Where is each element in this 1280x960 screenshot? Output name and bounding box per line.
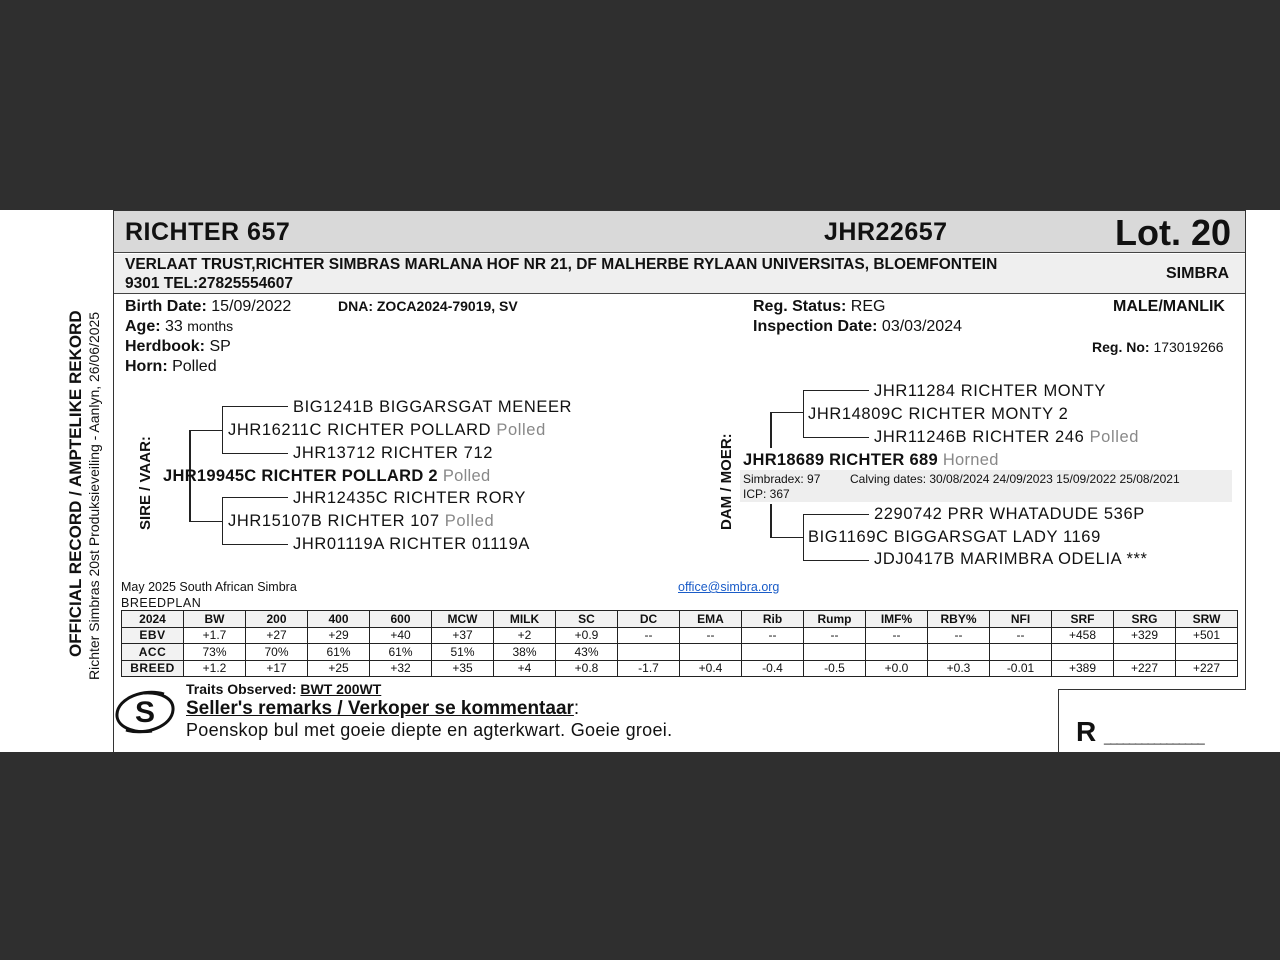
ebv-cell — [1052, 644, 1114, 661]
ebv-cell: -- — [866, 627, 928, 644]
ebv-cell: +37 — [432, 627, 494, 644]
ebv-cell: +329 — [1114, 627, 1176, 644]
owner-address: VERLAAT TRUST,RICHTER SIMBRAS MARLANA HOF NR 21, DF MALHERBE RYLAAN UNIVERSITAS, BLOEMFONTEIN — [125, 256, 998, 273]
pedigree-line — [770, 537, 804, 538]
ebv-column-header: IMF% — [866, 611, 928, 628]
ebv-row-label: EBV — [122, 627, 184, 644]
pedigree-line — [189, 430, 222, 431]
pedigree-line — [770, 412, 772, 448]
reg-status: Reg. Status: REG — [753, 298, 886, 315]
dam-dam-dam: JDJ0417B MARIMBRA ODELIA *** — [874, 550, 1148, 568]
ebv-cell: +227 — [1114, 660, 1176, 677]
ebv-cell: 51% — [432, 644, 494, 661]
ebv-cell: 73% — [184, 644, 246, 661]
sire-section-label: SIRE / VAAR: — [137, 436, 154, 530]
ebv-column-header: 600 — [370, 611, 432, 628]
ebv-year-header: 2024 — [122, 611, 184, 628]
ebv-row — [122, 660, 1238, 677]
horn-status: Horn: Polled — [125, 358, 217, 375]
ebv-cell — [1176, 644, 1238, 661]
ebv-cell: -0.5 — [804, 660, 866, 677]
dam: JHR18689 RICHTER 689 Horned — [743, 451, 999, 469]
price-line: ________________ — [1104, 730, 1204, 745]
ebv-column-header: BW — [184, 611, 246, 628]
email-link[interactable]: office@simbra.org — [678, 580, 780, 594]
ebv-cell: +501 — [1176, 627, 1238, 644]
ebv-column-header: Rump — [804, 611, 866, 628]
ebv-cell: +0.9 — [556, 627, 618, 644]
dna-info: DNA: ZOCA2024-79019, SV — [338, 298, 518, 314]
ebv-cell: +27 — [246, 627, 308, 644]
ebv-cell: +227 — [1176, 660, 1238, 677]
sire: JHR19945C RICHTER POLLARD 2 Polled — [163, 467, 491, 485]
ebv-column-header: MCW — [432, 611, 494, 628]
ebv-cell: +32 — [370, 660, 432, 677]
ebv-column-header: NFI — [990, 611, 1052, 628]
ebv-cell: +1.2 — [184, 660, 246, 677]
sire-sire-dam: JHR13712 RICHTER 712 — [293, 444, 493, 462]
ebv-cell: +0.4 — [680, 660, 742, 677]
ebv-cell: +40 — [370, 627, 432, 644]
sire-dam: JHR15107B RICHTER 107 Polled — [228, 512, 495, 530]
ebv-cell: -0.4 — [742, 660, 804, 677]
ebv-column-header: SRF — [1052, 611, 1114, 628]
ebv-column-header: SC — [556, 611, 618, 628]
sire-sire-sire: BIG1241B BIGGARSGAT MENEER — [293, 398, 573, 416]
breedplan-label: BREEDPLAN — [121, 596, 202, 610]
herdbook: Herdbook: SP — [125, 338, 231, 355]
ebv-cell: 43% — [556, 644, 618, 661]
auction-label: Richter Simbras 20st Produksieveiling - Aanlyn, 26/06/2025 — [86, 311, 102, 680]
ebv-cell: -- — [618, 627, 680, 644]
ebv-cell: +0.3 — [928, 660, 990, 677]
pedigree-line — [803, 514, 869, 515]
inspection-date: Inspection Date: 03/03/2024 — [753, 318, 962, 335]
pedigree-line — [770, 412, 804, 413]
ebv-cell: +2 — [494, 627, 556, 644]
ebv-header-row — [122, 611, 1238, 628]
ebv-cell — [680, 644, 742, 661]
birth-date: Birth Date: 15/09/2022 — [125, 298, 292, 315]
pedigree-line — [803, 560, 869, 561]
ebv-column-header: 200 — [246, 611, 308, 628]
ebv-cell: +17 — [246, 660, 308, 677]
pedigree-line — [222, 453, 288, 454]
sire-dam-dam: JHR01119A RICHTER 01119A — [293, 535, 530, 553]
ebv-column-header: SRG — [1114, 611, 1176, 628]
pedigree-line — [803, 514, 804, 561]
pedigree-line — [222, 406, 288, 407]
ebv-cell: +1.7 — [184, 627, 246, 644]
sex-label: MALE/MANLIK — [1113, 298, 1225, 315]
ebv-cell: -1.7 — [618, 660, 680, 677]
ebv-cell: +4 — [494, 660, 556, 677]
dam-section-label: DAM / MOER: — [718, 433, 735, 530]
ebv-cell: 61% — [308, 644, 370, 661]
ebv-column-header: EMA — [680, 611, 742, 628]
ebv-cell: 38% — [494, 644, 556, 661]
ebv-column-header: SRW — [1176, 611, 1238, 628]
ebv-cell: 61% — [370, 644, 432, 661]
simbradex: Simbradex: 97 — [743, 472, 821, 486]
ebv-cell — [1114, 644, 1176, 661]
dam-dam: BIG1169C BIGGARSGAT LADY 1169 — [808, 528, 1101, 546]
traits-observed: Traits Observed: BWT 200WT — [186, 681, 382, 697]
simbra-logo-icon — [114, 686, 176, 738]
pedigree-line — [803, 390, 804, 438]
ebv-cell — [928, 644, 990, 661]
pedigree-line — [222, 544, 288, 545]
ebv-column-header: RBY% — [928, 611, 990, 628]
svg-text:S: S — [134, 696, 156, 729]
ebv-row-label: ACC — [122, 644, 184, 661]
ebv-column-header: MILK — [494, 611, 556, 628]
ebv-cell: -- — [680, 627, 742, 644]
ebv-cell — [742, 644, 804, 661]
ebv-cell: +29 — [308, 627, 370, 644]
ebv-cell: -0.01 — [990, 660, 1052, 677]
ebv-cell — [866, 644, 928, 661]
official-record-label: OFFICIAL RECORD / AMPTELIKE REKORD — [66, 310, 85, 657]
ebv-cell: -- — [742, 627, 804, 644]
ebv-column-header: Rib — [742, 611, 804, 628]
ebv-row — [122, 644, 1238, 661]
ebv-cell: +0.0 — [866, 660, 928, 677]
sire-sire: JHR16211C RICHTER POLLARD Polled — [228, 421, 546, 439]
pedigree-line — [803, 390, 869, 391]
ebv-cell: -- — [928, 627, 990, 644]
sire-dam-sire: JHR12435C RICHTER RORY — [293, 489, 526, 507]
lot-number: Lot. 20 — [1115, 212, 1232, 253]
dam-dam-sire: 2290742 PRR WHATADUDE 536P — [874, 505, 1145, 523]
ebv-cell — [618, 644, 680, 661]
animal-name: RICHTER 657 — [125, 218, 291, 246]
age: Age: 33 months — [125, 318, 234, 335]
reg-number: Reg. No: 173019266 — [1092, 339, 1224, 355]
breed-label: SIMBRA — [1166, 265, 1230, 282]
pedigree-line — [803, 437, 869, 438]
ebv-cell — [804, 644, 866, 661]
ebv-column-header: 400 — [308, 611, 370, 628]
price-currency: R — [1076, 716, 1097, 747]
icp: ICP: 367 — [743, 487, 790, 501]
ebv-row — [122, 627, 1238, 644]
owner-address-line2: 9301 TEL:27825554607 — [125, 275, 294, 292]
pedigree-line — [189, 521, 222, 522]
pedigree-line — [222, 406, 223, 454]
pedigree-line — [222, 497, 288, 498]
ebv-cell: +458 — [1052, 627, 1114, 644]
ebv-cell: -- — [990, 627, 1052, 644]
ebv-source: May 2025 South African Simbra — [121, 580, 297, 594]
dam-sire: JHR14809C RICHTER MONTY 2 — [808, 405, 1069, 423]
pedigree-line — [770, 504, 772, 538]
animal-id: JHR22657 — [824, 218, 948, 246]
ebv-column-header: DC — [618, 611, 680, 628]
calving-dates: Calving dates: 30/08/2024 24/09/2023 15/09/2022 25/08/2021 — [850, 472, 1180, 486]
ebv-cell: -- — [804, 627, 866, 644]
dam-sire-dam: JHR11246B RICHTER 246 Polled — [874, 428, 1140, 446]
ebv-cell: +35 — [432, 660, 494, 677]
remarks-text: Poenskop bul met goeie diepte en agterkwart. Goeie groei. — [186, 720, 673, 740]
remarks-heading: Seller's remarks / Verkoper se kommentaar: — [186, 698, 580, 719]
ebv-table — [121, 610, 1238, 677]
ebv-row-label: BREED — [122, 660, 184, 677]
ebv-cell: +25 — [308, 660, 370, 677]
ebv-cell: 70% — [246, 644, 308, 661]
pedigree-line — [222, 497, 223, 545]
ebv-cell — [990, 644, 1052, 661]
ebv-cell: +389 — [1052, 660, 1114, 677]
ebv-cell: +0.8 — [556, 660, 618, 677]
dam-sire-sire: JHR11284 RICHTER MONTY — [874, 382, 1107, 400]
